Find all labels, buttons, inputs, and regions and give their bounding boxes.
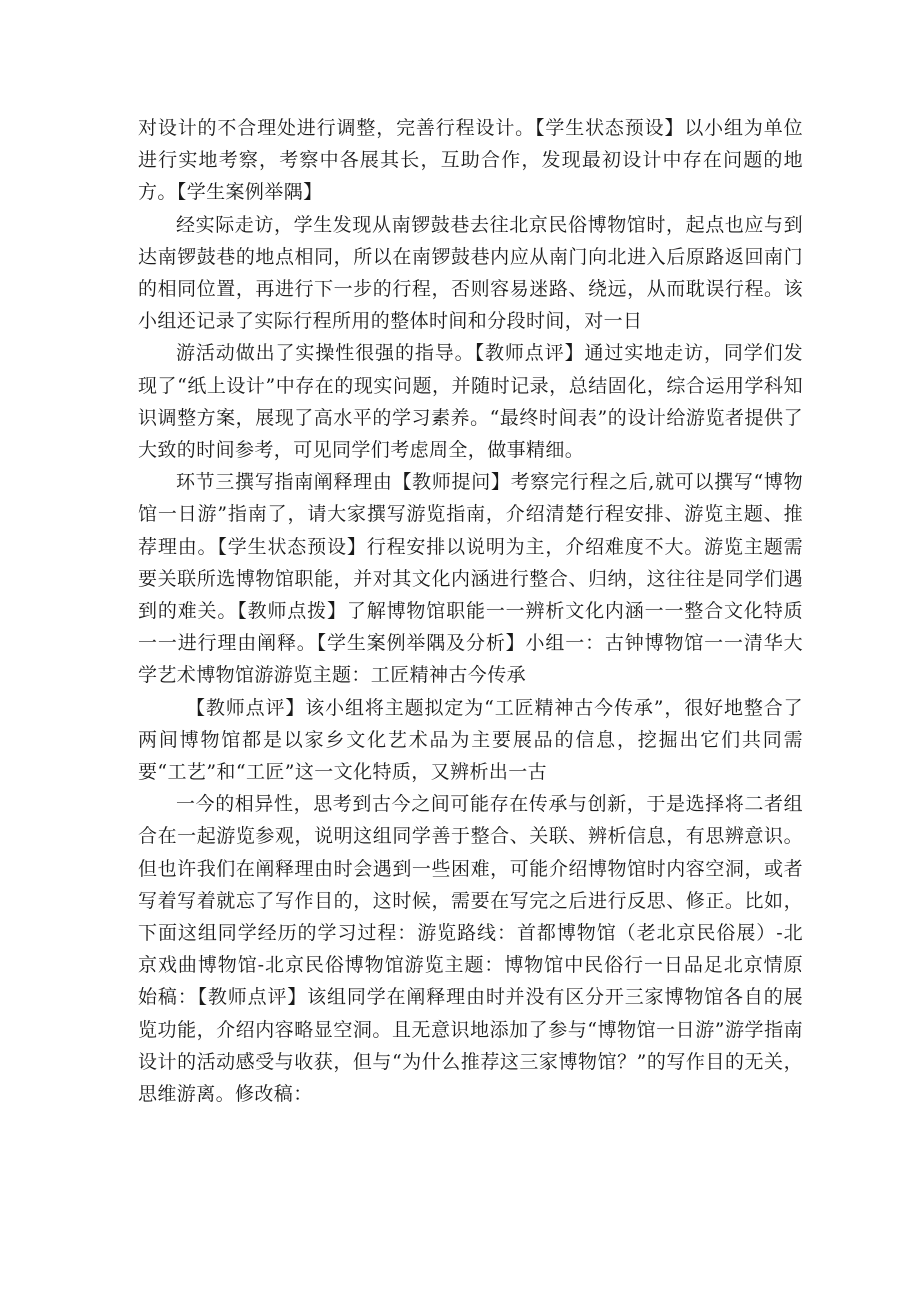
paragraph-1: 对设计的不合理处进行调整，完善行程设计。【学生状态预设】以小组为单位进行实地考察，考察中各展其长，互助合作，发现最初设计中存在问题的地方。【学生案例举隅】: [138, 117, 803, 204]
paragraph-4: 环节三撰写指南阐释理由【教师提问】考察完行程之后,就可以撰写“博物馆一日游”指南了，请大家撰写游览指南，介绍清楚行程安排、游览主题、推荐理由。【学生状态预设】行程安排以说明为主，介绍难度不大。游览主题需要关联所选博物馆职能，并对其文化内涵进行整合、归纳，这往往是同学们遇到的难关。【教师点拨】了解博物馆职能一一辨析文化内涵一一整合文化特质一一进行理由阐释。【学生案例举隅及分析】小组一：古钟博物馆一一清华大学艺术博物馆游游览主题：工匠精神古今传承: [138, 471, 803, 687]
paragraph-6: 一今的相异性，思考到古今之间可能存在传承与创新，于是选择将二者组合在一起游览参观，说明这组同学善于整合、关联、辨析信息，有思辨意识。但也许我们在阐释理由时会遇到一些困难，可能介绍博物馆时内容空洞，或者写着写着就忘了写作目的，这时候，需要在写完之后进行反思、修正。比如，下面这组同学经历的学习过程：游览路线：首都博物馆（老北京民俗展）-北京戏曲博物馆-北京民俗博物馆游览主题：博物馆中民俗行一日品足北京情原始稿：【教师点评】该组同学在阐释理由时并没有区分开三家博物馆各自的展览功能，介绍内容略显空洞。且无意识地添加了参与“博物馆一日游”游学指南设计的活动感受与收获，但与“为什么推荐这三家博物馆？”的写作目的无关，思维游离。修改稿：: [138, 793, 803, 1106]
document-body: [138, 112, 803, 1110]
paragraph-5: 【教师点评】该小组将主题拟定为“工匠精神古今传承”，很好地整合了两间博物馆都是以家乡文化艺术品为主要展品的信息，挖掘出它们共同需要“工艺”和“工匠”这一文化特质，又辨析出一古: [138, 696, 803, 784]
paragraph-3: 游活动做出了实操性很强的指导。【教师点评】通过实地走访，同学们发现了“纸上设计”中存在的现实问题，并随时记录，总结固化，综合运用学科知识调整方案，展现了高水平的学习素养。“最终时间表”的设计给游览者提供了大致的时间参考，可见同学们考虑周全，做事精细。: [138, 342, 803, 462]
paragraph-2: 经实际走访，学生发现从南锣鼓巷去往北京民俗博物馆时，起点也应与到达南锣鼓巷的地点相同，所以在南锣鼓巷内应从南门向北进入后原路返回南门的相同位置，再进行下一步的行程，否则容易迷路、绕远，从而耽误行程。该小组还记录了实际行程所用的整体时间和分段时间，对一日: [138, 213, 803, 333]
